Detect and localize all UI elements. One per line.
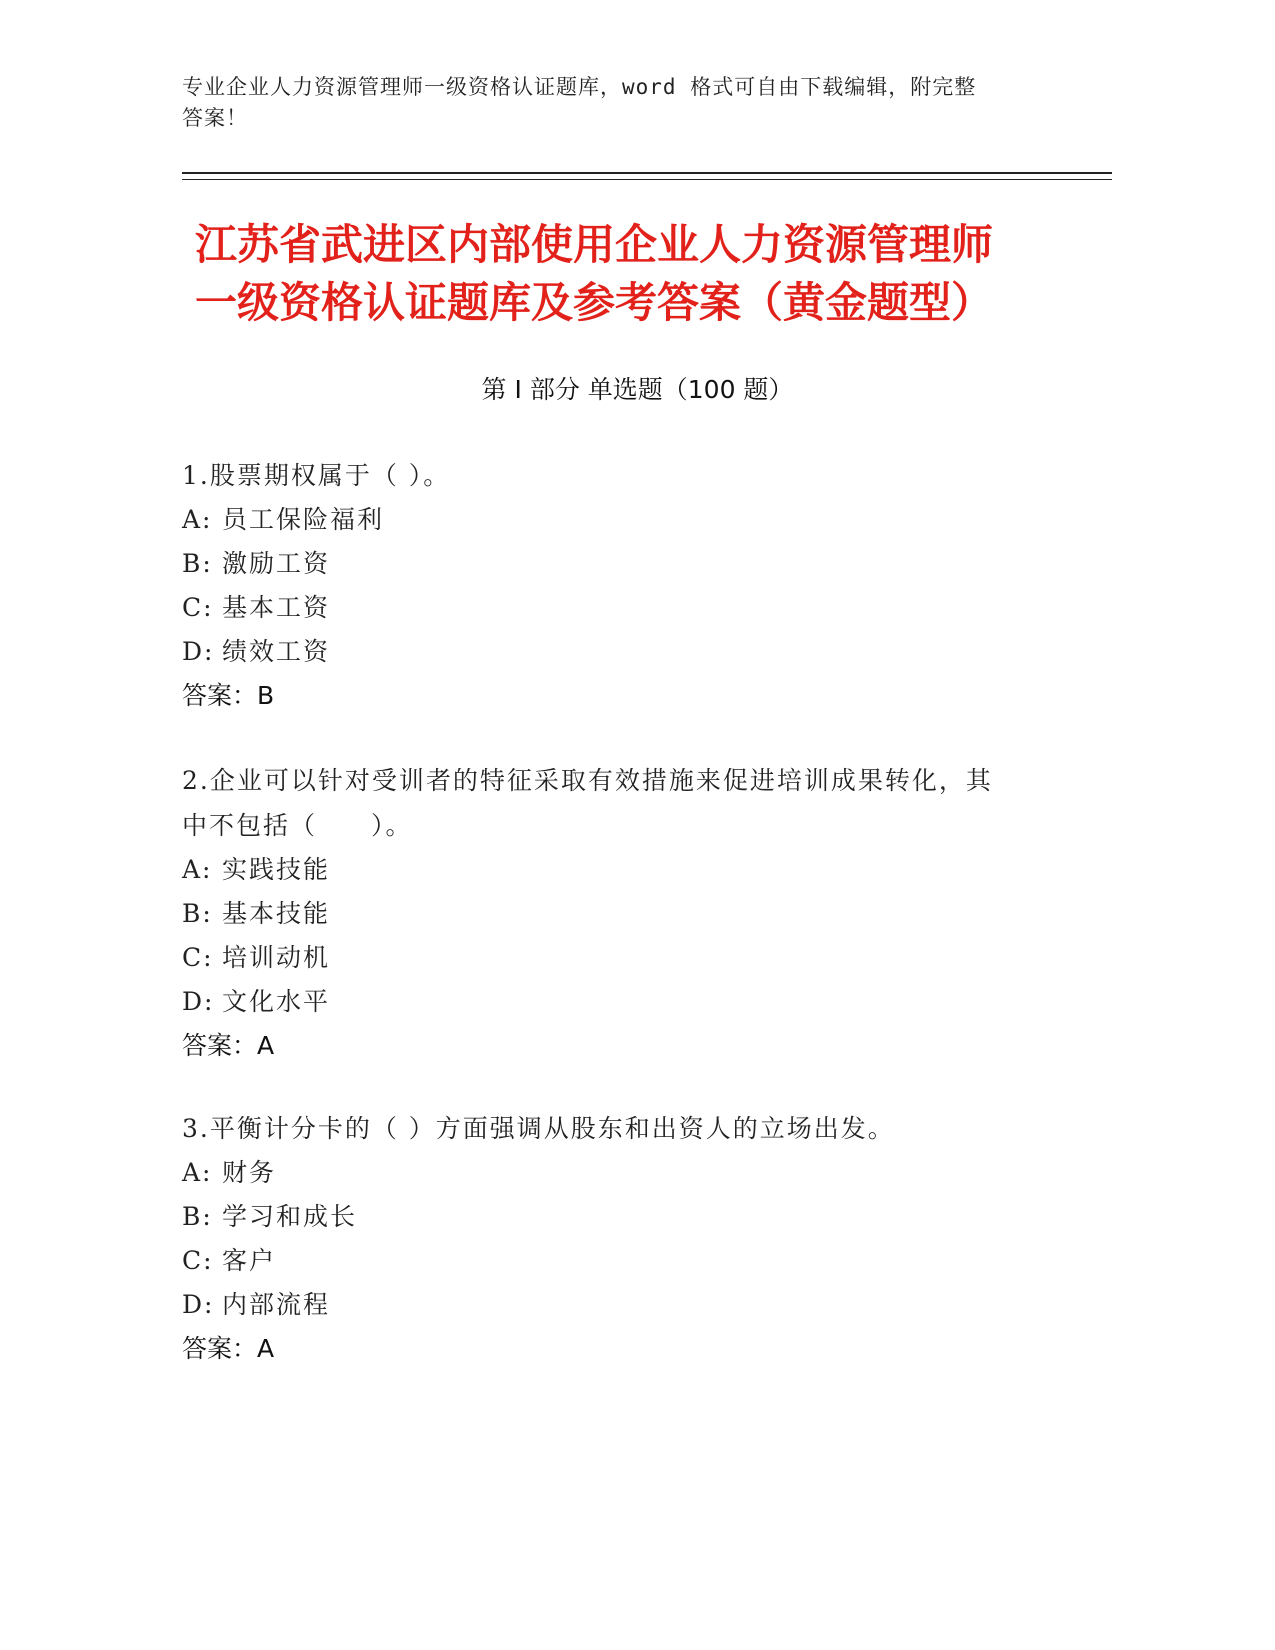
option-key: A:: [182, 505, 213, 534]
option-key: B:: [182, 549, 213, 578]
option-text: 绩效工资: [222, 637, 331, 666]
option-text: 激励工资: [222, 549, 331, 578]
option-text: 内部流程: [222, 1290, 331, 1319]
option-key: D:: [182, 637, 215, 666]
header-rule-thin: [182, 179, 1112, 180]
option-a: [182, 1151, 1042, 1195]
option-a: [182, 498, 1042, 542]
title-line: 一级资格认证题库及参考答案（黄金题型）: [195, 278, 994, 327]
option-text: 基本工资: [222, 593, 331, 622]
option-key: B:: [182, 899, 213, 928]
option-text: 财务: [222, 1158, 277, 1187]
option-b: [182, 542, 1042, 586]
document-title: [195, 216, 1075, 332]
question-stem: 中不包括（ ）。: [182, 811, 413, 840]
question-1: [182, 453, 1042, 718]
question-3: [182, 1106, 1042, 1371]
option-key: A:: [182, 1158, 213, 1187]
option-key: C:: [182, 593, 214, 622]
option-key: C:: [182, 943, 214, 972]
answer-label: 答案：A: [182, 1031, 275, 1060]
option-d: [182, 630, 1042, 674]
option-text: 实践技能: [222, 855, 331, 884]
option-d: [182, 1283, 1042, 1327]
option-text: 客户: [222, 1246, 277, 1275]
option-key: C:: [182, 1246, 214, 1275]
option-key: A:: [182, 855, 213, 884]
option-b: [182, 1195, 1042, 1239]
answer-label: 答案：A: [182, 1334, 275, 1363]
option-b: [182, 892, 1042, 936]
question-stem: 3.平衡计分卡的（ ）方面强调从股东和出资人的立场出发。: [182, 1114, 895, 1143]
option-text: 学习和成长: [222, 1202, 358, 1231]
title-line: 江苏省武进区内部使用企业人力资源管理师: [195, 220, 994, 269]
question-2: [182, 758, 1042, 1068]
option-c: [182, 936, 1042, 980]
option-key: D:: [182, 1290, 215, 1319]
option-a: [182, 848, 1042, 892]
option-key: D:: [182, 987, 215, 1016]
answer-label: 答案：B: [182, 681, 275, 710]
question-stem: 2.企业可以针对受训者的特征采取有效措施来促进培训成果转化，其: [182, 766, 993, 795]
header-note-line: 专业企业人力资源管理师一级资格认证题库，word 格式可自由下载编辑，附完整: [182, 75, 977, 99]
option-text: 培训动机: [222, 943, 331, 972]
header-note-line: 答案！: [182, 106, 248, 130]
header-note: [182, 72, 1062, 134]
header-rule-thick: [182, 172, 1112, 174]
option-d: [182, 980, 1042, 1024]
option-c: [182, 586, 1042, 630]
option-text: 员工保险福利: [222, 505, 385, 534]
section-heading: 第 I 部分 单选题（100 题）: [481, 375, 794, 404]
option-text: 基本技能: [222, 899, 331, 928]
option-key: B:: [182, 1202, 213, 1231]
question-stem: 1.股票期权属于（ ）。: [182, 461, 451, 490]
option-text: 文化水平: [222, 987, 331, 1016]
option-c: [182, 1239, 1042, 1283]
